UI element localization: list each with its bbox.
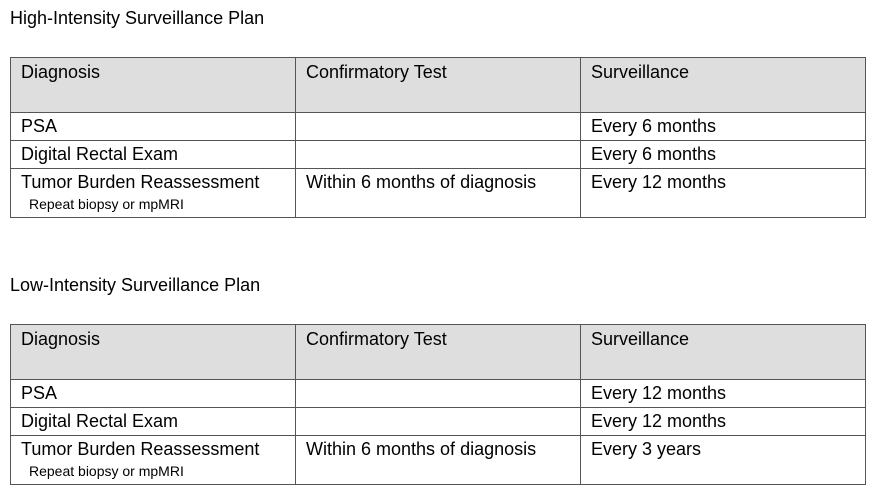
diagnosis-cell: Digital Rectal Exam xyxy=(11,141,296,169)
column-header-diagnosis: Diagnosis xyxy=(11,325,296,380)
table-header-row xyxy=(11,58,866,113)
surveillance-cell: Every 12 months xyxy=(581,408,866,436)
diagnosis-cell xyxy=(11,436,296,485)
diagnosis-label: Tumor Burden Reassessment xyxy=(21,172,260,192)
diagnosis-cell: Digital Rectal Exam xyxy=(11,408,296,436)
high-intensity-plan-title: High-Intensity Surveillance Plan xyxy=(10,8,265,28)
table-row xyxy=(11,113,866,141)
confirmatory-cell: Within 6 months of diagnosis xyxy=(296,436,581,485)
column-header-confirmatory-test: Confirmatory Test xyxy=(296,58,581,113)
table-row xyxy=(11,408,866,436)
diagnosis-cell: PSA xyxy=(11,113,296,141)
column-header-surveillance: Surveillance xyxy=(581,58,866,113)
low-intensity-plan-table xyxy=(10,324,866,485)
diagnosis-label: Tumor Burden Reassessment xyxy=(21,439,260,459)
column-header-surveillance: Surveillance xyxy=(581,325,866,380)
surveillance-cell: Every 12 months xyxy=(581,380,866,408)
confirmatory-cell xyxy=(296,141,581,169)
diagnosis-cell xyxy=(11,169,296,218)
table-row xyxy=(11,169,866,218)
diagnosis-note: Repeat biopsy or mpMRI xyxy=(29,463,184,479)
surveillance-cell: Every 12 months xyxy=(581,169,866,218)
confirmatory-cell xyxy=(296,380,581,408)
confirmatory-cell xyxy=(296,408,581,436)
column-header-confirmatory-test: Confirmatory Test xyxy=(296,325,581,380)
low-intensity-plan-title: Low-Intensity Surveillance Plan xyxy=(10,275,261,295)
table-row xyxy=(11,141,866,169)
surveillance-cell: Every 6 months xyxy=(581,141,866,169)
table-header-row xyxy=(11,325,866,380)
column-header-diagnosis: Diagnosis xyxy=(11,58,296,113)
high-intensity-plan-table xyxy=(10,57,866,218)
table-row xyxy=(11,380,866,408)
surveillance-cell: Every 6 months xyxy=(581,113,866,141)
diagnosis-note: Repeat biopsy or mpMRI xyxy=(29,196,184,212)
table-row xyxy=(11,436,866,485)
surveillance-cell: Every 3 years xyxy=(581,436,866,485)
confirmatory-cell: Within 6 months of diagnosis xyxy=(296,169,581,218)
confirmatory-cell xyxy=(296,113,581,141)
diagnosis-cell: PSA xyxy=(11,380,296,408)
